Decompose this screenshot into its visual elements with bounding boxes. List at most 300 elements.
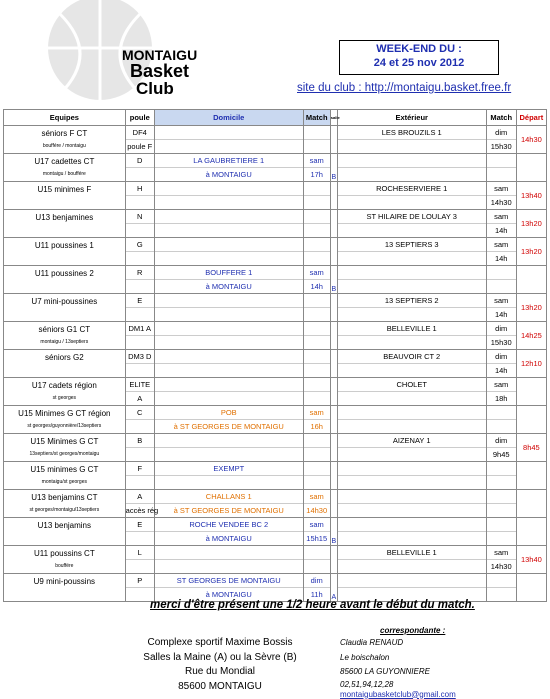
match-cell-line: [304, 364, 330, 377]
table-row: [4, 154, 547, 182]
ext-match-cell-line: [487, 518, 516, 532]
ext-match-cell-line: [487, 266, 516, 280]
domicile-cell-line: [155, 546, 303, 560]
poule-cell-line: P: [126, 574, 154, 588]
poule-cell-line: DM3 D: [126, 350, 154, 364]
domicile-cell: [154, 294, 303, 322]
team-cell: [4, 210, 126, 238]
match-cell-line: sam: [304, 154, 330, 168]
table-row: [4, 266, 547, 294]
match-cell-line: [304, 336, 330, 349]
depart-cell: 13h40: [516, 546, 546, 574]
weekend-line2: 24 et 25 nov 2012: [373, 57, 465, 69]
poule-cell-line: [126, 448, 154, 461]
team-sub: st georges/montaigu/13septiers: [29, 507, 100, 513]
exterieur-cell-line: [338, 462, 486, 476]
club-logo: [40, 4, 200, 100]
domicile-cell-line: [155, 350, 303, 364]
table-row: [4, 434, 547, 462]
exterieur-cell-line: [338, 140, 486, 153]
arrival-note: merci d'être présent une 1/2 heure avant le début du match.: [150, 599, 475, 611]
domicile-cell-line: [155, 126, 303, 140]
exterieur-cell-line: 13 SEPTIERS 2: [338, 294, 486, 308]
match-cell: [303, 154, 330, 182]
team-sub: montaigu / bouffére: [42, 171, 86, 177]
exterieur-cell: [337, 266, 486, 294]
team-sub: [4, 308, 125, 320]
correspondant-email[interactable]: montaigubasketclub@gmail.com: [340, 689, 456, 699]
poule-cell-line: G: [126, 238, 154, 252]
domicile-cell: [154, 546, 303, 574]
exterieur-cell-line: [338, 168, 486, 181]
poule-cell: [125, 126, 154, 154]
salle-cell: [330, 490, 337, 518]
match-cell-line: [304, 182, 330, 196]
ext-match-cell: [486, 238, 516, 266]
exterieur-cell-line: [338, 224, 486, 237]
match-cell-line: [304, 238, 330, 252]
salle-cell: [330, 210, 337, 238]
ext-match-cell: [486, 266, 516, 294]
domicile-cell-line: [155, 476, 303, 489]
ext-match-cell-line: [487, 574, 516, 588]
exterieur-cell: [337, 434, 486, 462]
poule-cell-line: [126, 224, 154, 237]
poule-cell: [125, 462, 154, 490]
team-name: U13 benjamines: [35, 213, 94, 222]
domicile-cell-line: [155, 182, 303, 196]
team-name: U17 cadets région: [31, 381, 97, 390]
match-cell-line: [304, 308, 330, 321]
ext-match-cell-line: dim: [487, 350, 516, 364]
correspondant-block: [340, 636, 456, 699]
table-row: [4, 210, 547, 238]
team-cell: [4, 350, 126, 378]
team-cell: [4, 546, 126, 574]
table-row: [4, 462, 547, 490]
correspondant-line: Le boischalon: [340, 652, 390, 662]
ext-match-cell-line: 14h30: [490, 198, 512, 207]
domicile-cell-line: [155, 434, 303, 448]
correspondant-line: 85600 LA GUYONNIERE: [340, 667, 430, 676]
poule-cell: [125, 490, 159, 518]
match-cell-line: [304, 140, 330, 153]
address-line: 85600 MONTAIGU: [178, 680, 262, 692]
match-cell-line: [304, 350, 330, 364]
ext-match-cell: [486, 210, 516, 238]
exterieur-cell-line: [338, 518, 486, 532]
ext-match-cell-line: [487, 406, 516, 420]
depart-cell: [516, 154, 546, 182]
match-cell-line: [304, 210, 330, 224]
ext-match-cell: [486, 322, 516, 350]
match-cell: [303, 126, 330, 154]
table-row: [4, 238, 547, 266]
match-cell-line: [304, 378, 330, 392]
salle-cell: [330, 434, 337, 462]
club-site-link[interactable]: site du club : http://montaigu.basket.free.fr: [297, 82, 512, 94]
exterieur-cell-line: [338, 532, 486, 545]
poule-cell: [125, 378, 154, 406]
team-sub: montaigu / 13septiers: [40, 339, 89, 345]
poule-cell-line: [126, 308, 154, 321]
correspondant-line: 02,51,94,12,28: [340, 679, 394, 689]
poule-cell: [125, 574, 154, 602]
team-cell: [4, 322, 126, 350]
exterieur-cell-line: LES BROUZILS 1: [338, 126, 486, 140]
poule-cell-line: [126, 420, 154, 433]
poule-cell-line: R: [126, 266, 154, 280]
depart-cell: [516, 518, 546, 546]
weekend-box: [339, 40, 499, 75]
match-cell-line: [304, 560, 330, 573]
weekend-line1: WEEK-END DU :: [376, 43, 462, 55]
exterieur-cell: [337, 294, 486, 322]
team-name: U11 poussines 2: [34, 269, 94, 278]
exterieur-cell: [337, 490, 486, 518]
team-sub: montaigu/st georges: [41, 479, 87, 485]
ext-match-cell-line: [487, 532, 516, 545]
match-cell-line: sam: [304, 266, 330, 280]
exterieur-cell-line: [338, 252, 486, 265]
salle-cell: [330, 406, 337, 434]
domicile-cell: [154, 462, 303, 490]
exterieur-cell: [337, 182, 486, 210]
ext-match-cell-line: [487, 504, 516, 517]
exterieur-cell-line: [338, 280, 486, 293]
domicile-cell: [154, 182, 303, 210]
salle-cell: [330, 126, 337, 154]
domicile-cell-line: à MONTAIGU: [205, 534, 252, 543]
domicile-cell-line: [155, 392, 303, 405]
poule-cell: [125, 266, 154, 294]
match-cell: [303, 462, 330, 490]
match-cell-line: sam: [304, 518, 330, 532]
poule-cell: [125, 350, 154, 378]
ext-match-cell: [486, 126, 516, 154]
team-name: U9 mini-poussins: [33, 577, 96, 586]
header-domicile: Domicile: [154, 110, 303, 126]
ext-match-cell-line: [487, 476, 516, 489]
team-cell: [4, 518, 126, 546]
poule-cell-line: N: [126, 210, 154, 224]
poule-cell-line: poule F: [127, 142, 153, 151]
exterieur-cell: [337, 154, 486, 182]
team-cell: [4, 238, 126, 266]
poule-cell-line: accès rég: [125, 506, 159, 515]
match-cell-line: 15h15: [306, 534, 328, 543]
depart-cell: [516, 266, 546, 294]
table-row: [4, 574, 547, 602]
poule-cell-line: [126, 532, 154, 545]
poule-cell-line: L: [126, 546, 154, 560]
salle-cell: [330, 238, 337, 266]
exterieur-cell-line: ROCHESERVIERE 1: [338, 182, 486, 196]
depart-cell: [516, 462, 546, 490]
domicile-cell-line: [155, 308, 303, 321]
exterieur-cell-line: 13 SEPTIERS 3: [338, 238, 486, 252]
domicile-cell: [154, 154, 303, 182]
ext-match-cell-line: sam: [487, 210, 516, 224]
exterieur-cell-line: BELLEVILLE 1: [338, 322, 486, 336]
exterieur-cell: [337, 238, 486, 266]
table-row: [4, 182, 547, 210]
depart-cell: 14h25: [516, 322, 546, 350]
depart-cell: 13h40: [516, 182, 546, 210]
depart-cell: [516, 406, 546, 434]
team-cell: [4, 434, 126, 462]
salle-cell: [330, 378, 337, 406]
team-cell: [4, 126, 126, 154]
team-name: U11 poussins CT: [33, 549, 95, 558]
exterieur-cell: [337, 462, 486, 490]
exterieur-cell-line: BELLEVILLE 1: [338, 546, 486, 560]
domicile-cell-line: EXEMPT: [155, 462, 303, 476]
depart-cell: [516, 378, 546, 406]
match-cell-line: 14h: [310, 282, 323, 291]
team-sub: [4, 196, 125, 208]
team-cell: [4, 154, 126, 182]
poule-cell-line: [126, 252, 154, 265]
match-cell: [303, 182, 330, 210]
team-cell: [4, 266, 126, 294]
address-line: Rue du Mondial: [184, 666, 256, 677]
domicile-cell-line: à MONTAIGU: [205, 590, 252, 599]
ext-match-cell: [486, 518, 516, 546]
depart-cell: 13h20: [516, 210, 546, 238]
match-cell: [303, 294, 330, 322]
match-cell: [303, 210, 330, 238]
domicile-cell-line: [155, 238, 303, 252]
exterieur-cell-line: [338, 448, 486, 461]
poule-cell-line: [126, 196, 154, 209]
header-match2: Match: [486, 110, 516, 126]
match-cell-line: [304, 322, 330, 336]
poule-cell: [125, 518, 154, 546]
match-cell-line: 11h: [310, 590, 323, 599]
address-line: Salles la Maine (A) ou la Sèvre (B): [143, 651, 297, 663]
table-row: [4, 294, 547, 322]
domicile-cell-line: [155, 196, 303, 209]
domicile-cell-line: LA GAUBRETIERE 1: [155, 154, 303, 168]
salle-cell: [330, 322, 337, 350]
domicile-cell-line: BOUFFERE 1: [155, 266, 303, 280]
venue-address: [140, 636, 300, 694]
poule-cell: [125, 182, 154, 210]
exterieur-cell-line: [338, 308, 486, 321]
ext-match-cell-line: 14h: [494, 366, 508, 375]
salle-cell: [330, 182, 337, 210]
domicile-cell-line: [155, 322, 303, 336]
exterieur-cell-line: [338, 504, 486, 517]
domicile-cell-line: à ST GEORGES DE MONTAIGU: [173, 422, 284, 431]
poule-cell-line: A: [137, 394, 143, 403]
match-cell: [303, 546, 330, 574]
domicile-cell-line: [155, 140, 303, 153]
match-cell-line: 17h: [310, 170, 323, 179]
match-cell-line: [304, 294, 330, 308]
domicile-cell: [154, 490, 303, 518]
header-match: Match: [303, 110, 330, 126]
team-name: U13 benjamins: [37, 521, 92, 530]
team-cell: [4, 406, 126, 434]
exterieur-cell-line: [338, 406, 486, 420]
match-cell-line: [304, 196, 330, 209]
poule-cell-line: H: [126, 182, 154, 196]
address-line: Complexe sportif Maxime Bossis: [147, 637, 293, 648]
team-name: U15 minimes G CT: [30, 465, 99, 474]
depart-cell: 14h30: [516, 126, 546, 154]
team-sub: bouffére: [55, 563, 74, 569]
salle-cell: [330, 462, 337, 490]
match-cell: [303, 434, 330, 462]
team-sub: [4, 224, 125, 236]
poule-cell-line: F: [126, 462, 154, 476]
exterieur-cell-line: [338, 574, 486, 588]
ext-match-cell-line: 14h: [494, 254, 508, 263]
domicile-cell: [154, 378, 303, 406]
domicile-cell: [154, 126, 303, 154]
team-cell: [4, 294, 126, 322]
team-sub: st georges/guyonnière/13septiers: [27, 423, 102, 429]
team-sub: 13septiers/st georges/montaigu: [29, 451, 100, 457]
depart-cell: 12h10: [516, 350, 546, 378]
exterieur-cell-line: [338, 364, 486, 377]
ext-match-cell-line: 18h: [494, 394, 508, 403]
exterieur-cell-line: [338, 336, 486, 349]
ext-match-cell-line: 14h: [494, 226, 508, 235]
poule-cell: [125, 406, 154, 434]
ext-match-cell-line: [487, 168, 516, 181]
exterieur-cell-line: [338, 560, 486, 573]
match-cell-line: dim: [304, 574, 330, 588]
ext-match-cell-line: dim: [487, 434, 516, 448]
match-cell-line: sam: [304, 406, 330, 420]
team-sub: st georges: [52, 395, 77, 401]
domicile-cell-line: à MONTAIGU: [205, 170, 252, 179]
domicile-cell-line: [155, 448, 303, 461]
salle-cell: [330, 294, 337, 322]
exterieur-cell-line: [338, 266, 486, 280]
domicile-cell-line: [155, 210, 303, 224]
ext-match-cell: [486, 350, 516, 378]
match-cell: [303, 238, 330, 266]
domicile-cell-line: à ST GEORGES DE MONTAIGU: [173, 506, 284, 515]
domicile-cell-line: [155, 560, 303, 573]
domicile-cell: [154, 574, 303, 602]
team-name: U15 Minimes G CT région: [18, 409, 111, 418]
domicile-cell-line: [155, 294, 303, 308]
match-cell-line: sam: [304, 490, 330, 504]
table-row: [4, 322, 547, 350]
poule-cell: [125, 294, 154, 322]
match-cell: [303, 574, 330, 602]
depart-cell: [516, 574, 546, 602]
domicile-cell: [154, 406, 303, 434]
match-cell: [303, 518, 330, 546]
correspondant-title: correspondante :: [380, 626, 446, 635]
table-row: [4, 490, 547, 518]
table-row: [4, 518, 547, 546]
poule-cell-line: [126, 476, 154, 489]
match-cell-line: [304, 434, 330, 448]
exterieur-cell: [337, 406, 486, 434]
domicile-cell-line: [155, 336, 303, 349]
match-cell-line: [304, 448, 330, 461]
ext-match-cell: [486, 574, 516, 602]
team-name: séniors G1 CT: [38, 325, 91, 334]
exterieur-cell-line: [338, 392, 486, 405]
exterieur-cell-line: BEAUVOIR CT 2: [338, 350, 486, 364]
poule-cell-line: ELITE: [126, 378, 154, 392]
match-cell-line: [304, 546, 330, 560]
domicile-cell-line: CHALLANS 1: [155, 490, 303, 504]
ext-match-cell-line: [487, 490, 516, 504]
team-sub: [4, 280, 125, 292]
poule-cell-line: A: [126, 490, 154, 504]
domicile-cell-line: [155, 364, 303, 377]
team-name: U15 Minimes G CT: [30, 437, 99, 446]
salle-cell: B: [330, 518, 337, 546]
ext-match-cell-line: [487, 154, 516, 168]
poule-cell-line: [126, 168, 154, 181]
domicile-cell-line: [155, 378, 303, 392]
match-cell: [303, 266, 330, 294]
ext-match-cell-line: [487, 420, 516, 433]
ext-match-cell-line: 14h: [494, 310, 508, 319]
table-row: [4, 378, 547, 406]
exterieur-cell-line: AIZENAY 1: [338, 434, 486, 448]
ext-match-cell-line: 15h30: [490, 338, 512, 347]
poule-cell-line: B: [126, 434, 154, 448]
depart-cell: 13h20: [516, 238, 546, 266]
depart-cell: 13h20: [516, 294, 546, 322]
header-poule: poule: [125, 110, 154, 126]
team-name: U13 benjamins CT: [31, 493, 98, 502]
match-cell-line: [304, 224, 330, 237]
poule-cell-line: E: [126, 294, 154, 308]
table-row: [4, 126, 547, 154]
ext-match-cell: [486, 462, 516, 490]
team-cell: [4, 574, 126, 602]
team-name: U17 cadettes CT: [34, 157, 95, 166]
ext-match-cell-line: 15h30: [490, 142, 512, 151]
team-sub: [4, 588, 125, 600]
match-cell-line: 14h30: [306, 506, 328, 515]
exterieur-cell: [337, 574, 486, 602]
ext-match-cell-line: [487, 462, 516, 476]
ext-match-cell-line: 14h30: [490, 562, 512, 571]
poule-cell-line: [126, 364, 154, 377]
poule-cell-line: [126, 560, 154, 573]
domicile-cell: [154, 322, 303, 350]
exterieur-cell: [337, 546, 486, 574]
team-name: U15 minimes F: [37, 185, 92, 194]
match-cell: [303, 378, 330, 406]
exterieur-cell-line: ST HILAIRE DE LOULAY 3: [338, 210, 486, 224]
exterieur-cell-line: [338, 420, 486, 433]
ext-match-cell-line: [487, 280, 516, 293]
domicile-cell-line: [155, 252, 303, 265]
poule-cell: [125, 546, 154, 574]
domicile-cell: [154, 434, 303, 462]
ext-match-cell: [486, 378, 516, 406]
domicile-cell-line: ST GEORGES DE MONTAIGU: [155, 574, 303, 588]
domicile-cell-line: ROCHE VENDEE BC 2: [155, 518, 303, 532]
match-cell: [303, 350, 330, 378]
ext-match-cell-line: [487, 588, 516, 601]
ext-match-cell: [486, 182, 516, 210]
